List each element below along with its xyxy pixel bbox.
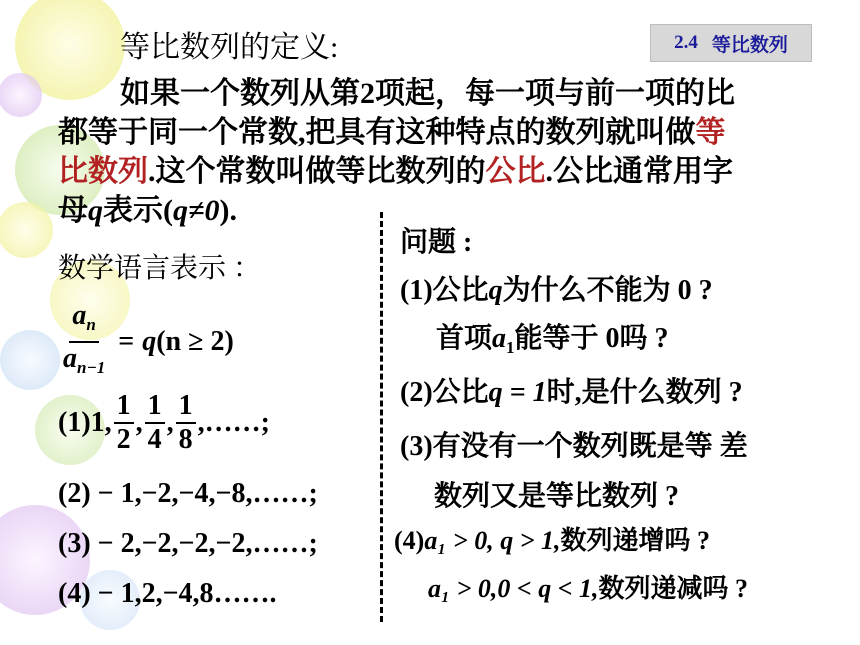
definition-line-3: 比数列.这个常数叫做等比数列的公比.公比通常用字 <box>58 155 733 188</box>
ratio-fraction: $\frac{a_n}{a_{n-1}}$ <box>63 300 106 377</box>
definition-line-1: 如果一个数列从第2项起，每一项与前一项的比 <box>120 77 735 110</box>
question-3b: 数列又是等比数列 ? <box>434 481 680 512</box>
ratio-formula: $\frac{a_n}{a_{n-1}}$ = q (n ≥ 2) <box>58 300 234 384</box>
example-3: (3) − 2,−2,−2,−2,……; <box>58 528 318 559</box>
section-number: 2.4 <box>674 32 698 53</box>
example-1: (1)1, $\frac{1}{2}$ , $\frac{1}{4}$ , $\frac{1}{8}$ ,……; <box>58 390 270 455</box>
math-language-label: 数学语言表示 ： <box>58 253 262 284</box>
question-1a: (1)公比q为什么不能为 0 ? <box>400 275 713 306</box>
definition-paragraph <box>58 74 818 230</box>
question-3a: (3)有没有一个数列既是等 差 <box>400 431 748 462</box>
questions-heading: 问题 : <box>400 227 473 258</box>
question-4b: a₁ > 0,0 < q < 1,数列递减吗 ? <box>428 574 749 603</box>
definition-line-2: 都等于同一个常数,把具有这种特点的数列就叫做等 <box>58 116 726 149</box>
section-badge <box>650 24 812 62</box>
column-divider <box>380 212 383 622</box>
example-4: (4) − 1,2,−4,8……. <box>58 578 277 609</box>
question-1b: 首项$a_1$能等于 0吗 ? <box>436 323 669 357</box>
example-2: (2) − 1,−2,−4,−8,……; <box>58 478 318 509</box>
page-title: 等比数列的定义: <box>120 31 339 64</box>
question-2: (2)公比q = 1时,是什么数列 ? <box>400 377 743 408</box>
question-4a: (4)a₁ > 0, q > 1,数列递增吗 ? <box>394 526 711 555</box>
section-label: 等比数列 <box>711 34 788 56</box>
definition-line-4: 母q表示(q≠0). <box>58 194 237 227</box>
